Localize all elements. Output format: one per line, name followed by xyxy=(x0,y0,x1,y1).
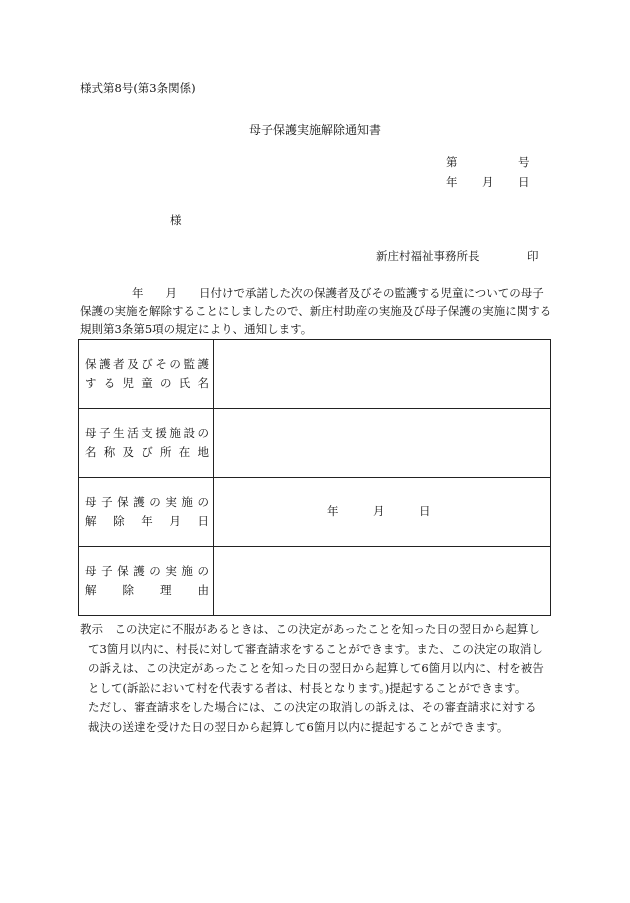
label-line: 母 子 生 活 支 援 施 設 の xyxy=(85,426,209,440)
body-month: 月 xyxy=(165,286,177,300)
issuer-name: 新庄村福祉事務所長 xyxy=(376,249,480,263)
notice-line: ただし、審査請求をした場合には、この決定の取消しの訴えは、その審査請求に対する xyxy=(88,700,537,714)
release-reason-cell[interactable] xyxy=(214,547,551,616)
table-row xyxy=(79,547,551,616)
addressee: 様 xyxy=(170,213,182,227)
facility-value-cell[interactable] xyxy=(214,409,551,478)
label-line: 名 称 及 び 所 在 地 xyxy=(85,445,209,459)
document-title: 母子保護実施解除通知書 xyxy=(248,123,381,137)
notice-line: として(訴訟において村を代表する者は、村長となります。)提起することができます。 xyxy=(88,680,527,695)
label-line: 保 護 者 及 び そ の 監 護 xyxy=(85,357,209,371)
body-year: 年 xyxy=(132,286,144,300)
date-month: 月 xyxy=(482,175,494,189)
release-date-year: 年 xyxy=(327,503,339,518)
label-line: 母 子 保 護 の 実 施 の xyxy=(85,564,209,578)
info-table xyxy=(78,339,551,616)
table-row xyxy=(79,409,551,478)
release-date-day: 日 xyxy=(419,503,431,518)
row-label-release-reason xyxy=(79,547,214,616)
body-paragraph xyxy=(80,284,552,338)
row-label-release-date xyxy=(79,478,214,547)
label-line: 解 除 年 月 日 xyxy=(85,514,209,528)
notice-line: て3箇月以内に、村長に対して審査請求をすることができます。また、この決定の取消し xyxy=(88,641,543,656)
appeal-notice xyxy=(80,620,554,737)
seal-mark: 印 xyxy=(527,249,539,263)
number-suffix: 号 xyxy=(518,155,530,169)
notice-line: の訴えは、この決定があったことを知った日の翌日から起算して6箇月以内に、村を被告 xyxy=(88,661,544,675)
form-number: 様式第8号(第3条関係) xyxy=(80,81,196,95)
date-year: 年 xyxy=(446,175,458,189)
label-line: 母 子 保 護 の 実 施 の xyxy=(85,495,209,509)
number-prefix: 第 xyxy=(446,155,458,169)
guardian-value-cell[interactable] xyxy=(214,340,551,409)
release-date-cell[interactable] xyxy=(214,478,551,547)
release-date xyxy=(327,503,437,519)
label-line: 解 除 理 由 xyxy=(85,583,209,597)
row-label-guardian xyxy=(79,340,214,409)
notice-lead: 教示 xyxy=(80,622,103,636)
row-label-facility xyxy=(79,409,214,478)
label-line: す る 児 童 の 氏 名 xyxy=(85,376,209,390)
notice-first-line xyxy=(80,620,554,640)
body-text: 日付けで承諾した次の保護者及びその監護する児童についての母子保護の実施を解除することにしましたので、新庄村助産の実施及び母子保護の実施に関する規則第3条第5項の規定により、通知します。 xyxy=(80,286,552,336)
notice-line: 裁決の送達を受けた日の翌日から起算して6箇月以内に提起することができます。 xyxy=(88,719,509,734)
date-day: 日 xyxy=(518,175,530,189)
notice-text: この決定に不服があるときは、この決定があったことを知った日の翌日から起算し xyxy=(114,622,540,636)
table-row xyxy=(79,340,551,409)
table-row xyxy=(79,478,551,547)
release-date-month: 月 xyxy=(373,503,385,518)
